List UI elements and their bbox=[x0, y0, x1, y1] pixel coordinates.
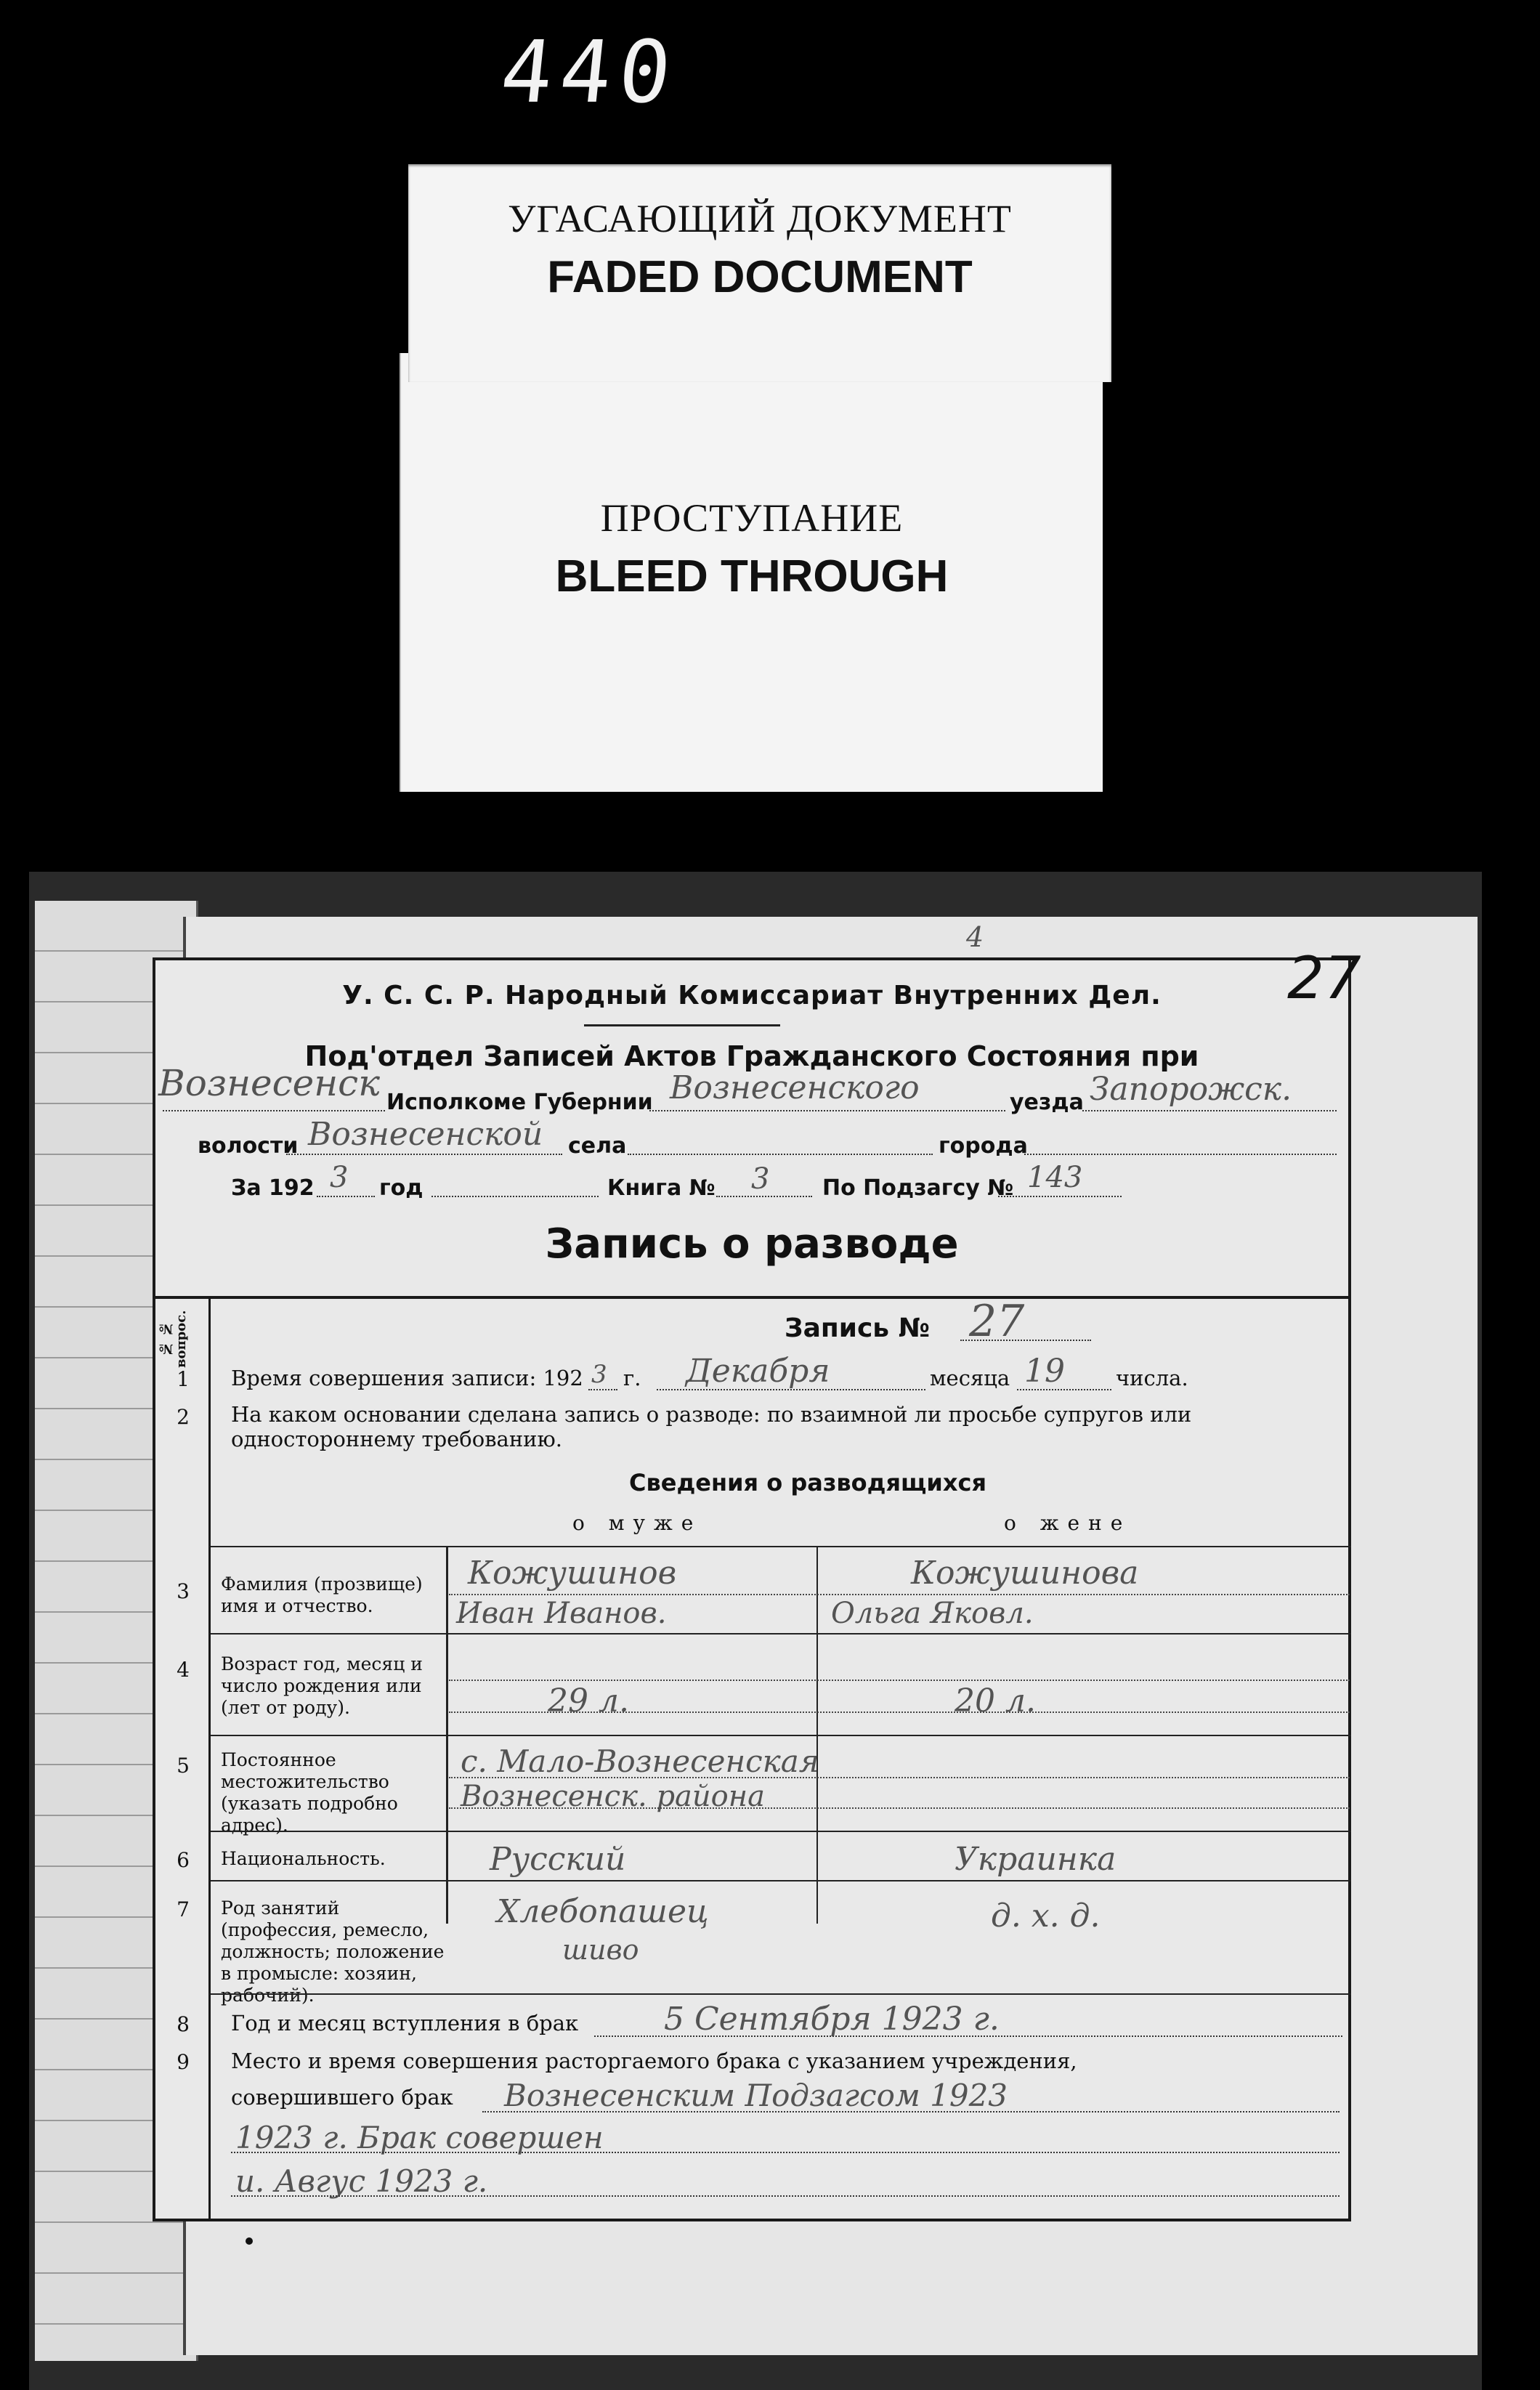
row-number-2: 2 bbox=[177, 1405, 190, 1429]
form-header-org: У. С. С. Р. Народный Комиссариат Внутренних Дел. bbox=[342, 981, 1162, 1010]
hw-wife-occupation: д. х. д. bbox=[991, 1897, 1101, 1935]
selo-blank bbox=[628, 1154, 933, 1155]
kniga-label: Книга № bbox=[607, 1175, 716, 1201]
row-number-5: 5 bbox=[177, 1754, 190, 1778]
divorce-record-form bbox=[153, 957, 1351, 2221]
about-wife-heading: о жене bbox=[1004, 1511, 1132, 1535]
god-label: год bbox=[379, 1175, 423, 1201]
hw-uezd-name: Вознесенского bbox=[670, 1069, 920, 1106]
q2-basis: На каком основании сделана запись о разводе: по взаимной ли просьбе супругов или одностороннему требованию. bbox=[231, 1402, 1192, 1451]
bleed-through-ru: ПРОСТУПАНИЕ bbox=[600, 496, 904, 540]
hw-wife-surname: Кожушинова bbox=[911, 1555, 1139, 1592]
uezd-label: уезда bbox=[1010, 1090, 1084, 1115]
faded-document-target-card bbox=[408, 164, 1111, 382]
form-title: Запись о разводе bbox=[545, 1220, 959, 1268]
parties-table-top bbox=[211, 1546, 1351, 1547]
q1-g: г. bbox=[623, 1366, 641, 1390]
hw-volost-name: Вознесенской bbox=[308, 1116, 543, 1153]
hw-region-left: Вознесенск bbox=[158, 1062, 381, 1104]
q1-time-of-record: Время совершения записи: 192 bbox=[231, 1366, 583, 1390]
hw-record-no: 27 bbox=[969, 1296, 1025, 1347]
row-number-7: 7 bbox=[177, 1897, 190, 1921]
faded-document-ru: УГАСАЮЩИЙ ДОКУМЕНТ bbox=[508, 197, 1012, 240]
parties-info-heading: Сведения о разводящихся bbox=[629, 1469, 986, 1496]
bleed-through-en: BLEED THROUGH bbox=[555, 551, 949, 601]
q6-bottom bbox=[211, 1880, 1351, 1881]
q1-mesyatsa: месяца bbox=[930, 1366, 1010, 1390]
hw-day: 19 bbox=[1024, 1353, 1065, 1390]
hw-husband-surname: Кожушинов bbox=[468, 1555, 677, 1592]
q4-age: Возраст год, месяц и число рождения или (лет от роду). bbox=[221, 1653, 423, 1718]
record-number-label: Запись № bbox=[785, 1313, 930, 1343]
hw-podzagsu-no: 143 bbox=[1027, 1161, 1083, 1194]
hw-husband-names: Иван Иванов. bbox=[456, 1597, 667, 1630]
ispolkom-label: Исполкоме Губернии bbox=[386, 1090, 653, 1115]
hw-gubernia-name: Запорожск. bbox=[1090, 1071, 1292, 1108]
q3-dotline bbox=[449, 1594, 1350, 1595]
hw-marriage-date: 5 Сентября 1923 г. bbox=[664, 2001, 1000, 2038]
kniga-blank bbox=[716, 1196, 812, 1197]
volost-blank bbox=[286, 1154, 562, 1155]
q8-marriage-date: Год и месяц вступления в брак bbox=[231, 2011, 579, 2035]
hw-year-digit: 3 bbox=[591, 1360, 607, 1389]
row-number-6: 6 bbox=[177, 1848, 190, 1872]
hw-wife-nationality: Украинка bbox=[955, 1841, 1116, 1878]
q5-residence: Постоянное местожительство (указать подробно адрес). bbox=[221, 1749, 398, 1836]
row-number-9: 9 bbox=[177, 2050, 190, 2074]
row-number-4: 4 bbox=[177, 1658, 190, 1682]
gubernia-blank bbox=[163, 1110, 385, 1111]
hw-place-line-1: Вознесенским Подзагсом 1923 bbox=[504, 2078, 1008, 2113]
q9-place-time: Место и время совершения расторгаемого брака с указанием учреждения, bbox=[231, 2049, 1077, 2073]
hw-kniga-no: 3 bbox=[751, 1162, 770, 1196]
hw-husband-occupation-1: Хлебопашец bbox=[497, 1893, 709, 1930]
hw-residence-2: Вознесенск. района bbox=[461, 1780, 765, 1813]
about-husband-heading: о муже bbox=[572, 1511, 702, 1535]
za-god-label: За 192 bbox=[231, 1175, 315, 1201]
hw-wife-names: Ольга Яковл. bbox=[831, 1597, 1034, 1630]
hw-god-digit: 3 bbox=[330, 1161, 349, 1194]
uezd-blank bbox=[649, 1110, 1005, 1111]
q1-year-blank bbox=[588, 1389, 617, 1390]
hw-place-line-3: и. Авгус 1923 г. bbox=[235, 2163, 488, 2199]
q6-nationality: Национальность. bbox=[221, 1848, 386, 1869]
q3-name: Фамилия (прозвище) имя и отчество. bbox=[221, 1573, 423, 1616]
gorod-label: города bbox=[939, 1133, 1028, 1159]
q7-occupation: Род занятий (профессия, ремесло, должность; положение в промысле: хозяин, рабочий). bbox=[221, 1897, 445, 2006]
hw-residence-1: с. Мало-Вознесенская bbox=[461, 1743, 819, 1779]
q1-chisla: числа. bbox=[1116, 1366, 1188, 1390]
hw-month: Декабря bbox=[686, 1353, 830, 1390]
row-number-3: 3 bbox=[177, 1579, 190, 1603]
uezd-name-blank bbox=[1082, 1110, 1337, 1111]
q7-bottom bbox=[211, 1993, 1351, 1995]
hw-husband-occupation-2: шиво bbox=[562, 1934, 639, 1966]
god-blank bbox=[431, 1196, 599, 1197]
header-rule bbox=[584, 1024, 780, 1026]
microfilm-frame-number: 440 bbox=[495, 22, 684, 122]
faded-document-en: FADED DOCUMENT bbox=[547, 252, 973, 302]
hw-wife-age: 20 л. bbox=[955, 1682, 1036, 1719]
question-number-header: № № вопрос. bbox=[158, 1310, 189, 1368]
q4-dotline-1 bbox=[449, 1680, 1350, 1681]
hw-place-line-2: 1923 г. Брак совершен bbox=[235, 2120, 604, 2155]
bleed-through-target-card bbox=[401, 353, 1103, 792]
volost-label: волости bbox=[198, 1133, 299, 1159]
hw-page-mark-top: 4 bbox=[966, 921, 984, 953]
hw-corner-record-number: 27 bbox=[1287, 944, 1361, 1012]
gorod-blank bbox=[1024, 1154, 1337, 1155]
punch-hole bbox=[246, 2237, 253, 2245]
selo-label: села bbox=[568, 1133, 627, 1159]
row-number-1: 1 bbox=[177, 1367, 190, 1391]
podzagsu-blank bbox=[998, 1196, 1122, 1197]
q3-bottom bbox=[211, 1633, 1351, 1634]
year-blank bbox=[317, 1196, 375, 1197]
hw-husband-age: 29 л. bbox=[548, 1682, 629, 1719]
form-header-dept: Под'отдел Записей Актов Гражданского Состояния при bbox=[304, 1040, 1199, 1072]
hw-husband-nationality: Русский bbox=[490, 1841, 626, 1878]
row-number-8: 8 bbox=[177, 2012, 190, 2036]
podzagsu-label: По Подзагсу № bbox=[822, 1175, 1014, 1201]
q4-bottom bbox=[211, 1735, 1351, 1736]
q9-office: совершившего брак bbox=[231, 2085, 453, 2110]
q5-bottom bbox=[211, 1831, 1351, 1832]
table-top-border bbox=[155, 1296, 1348, 1299]
